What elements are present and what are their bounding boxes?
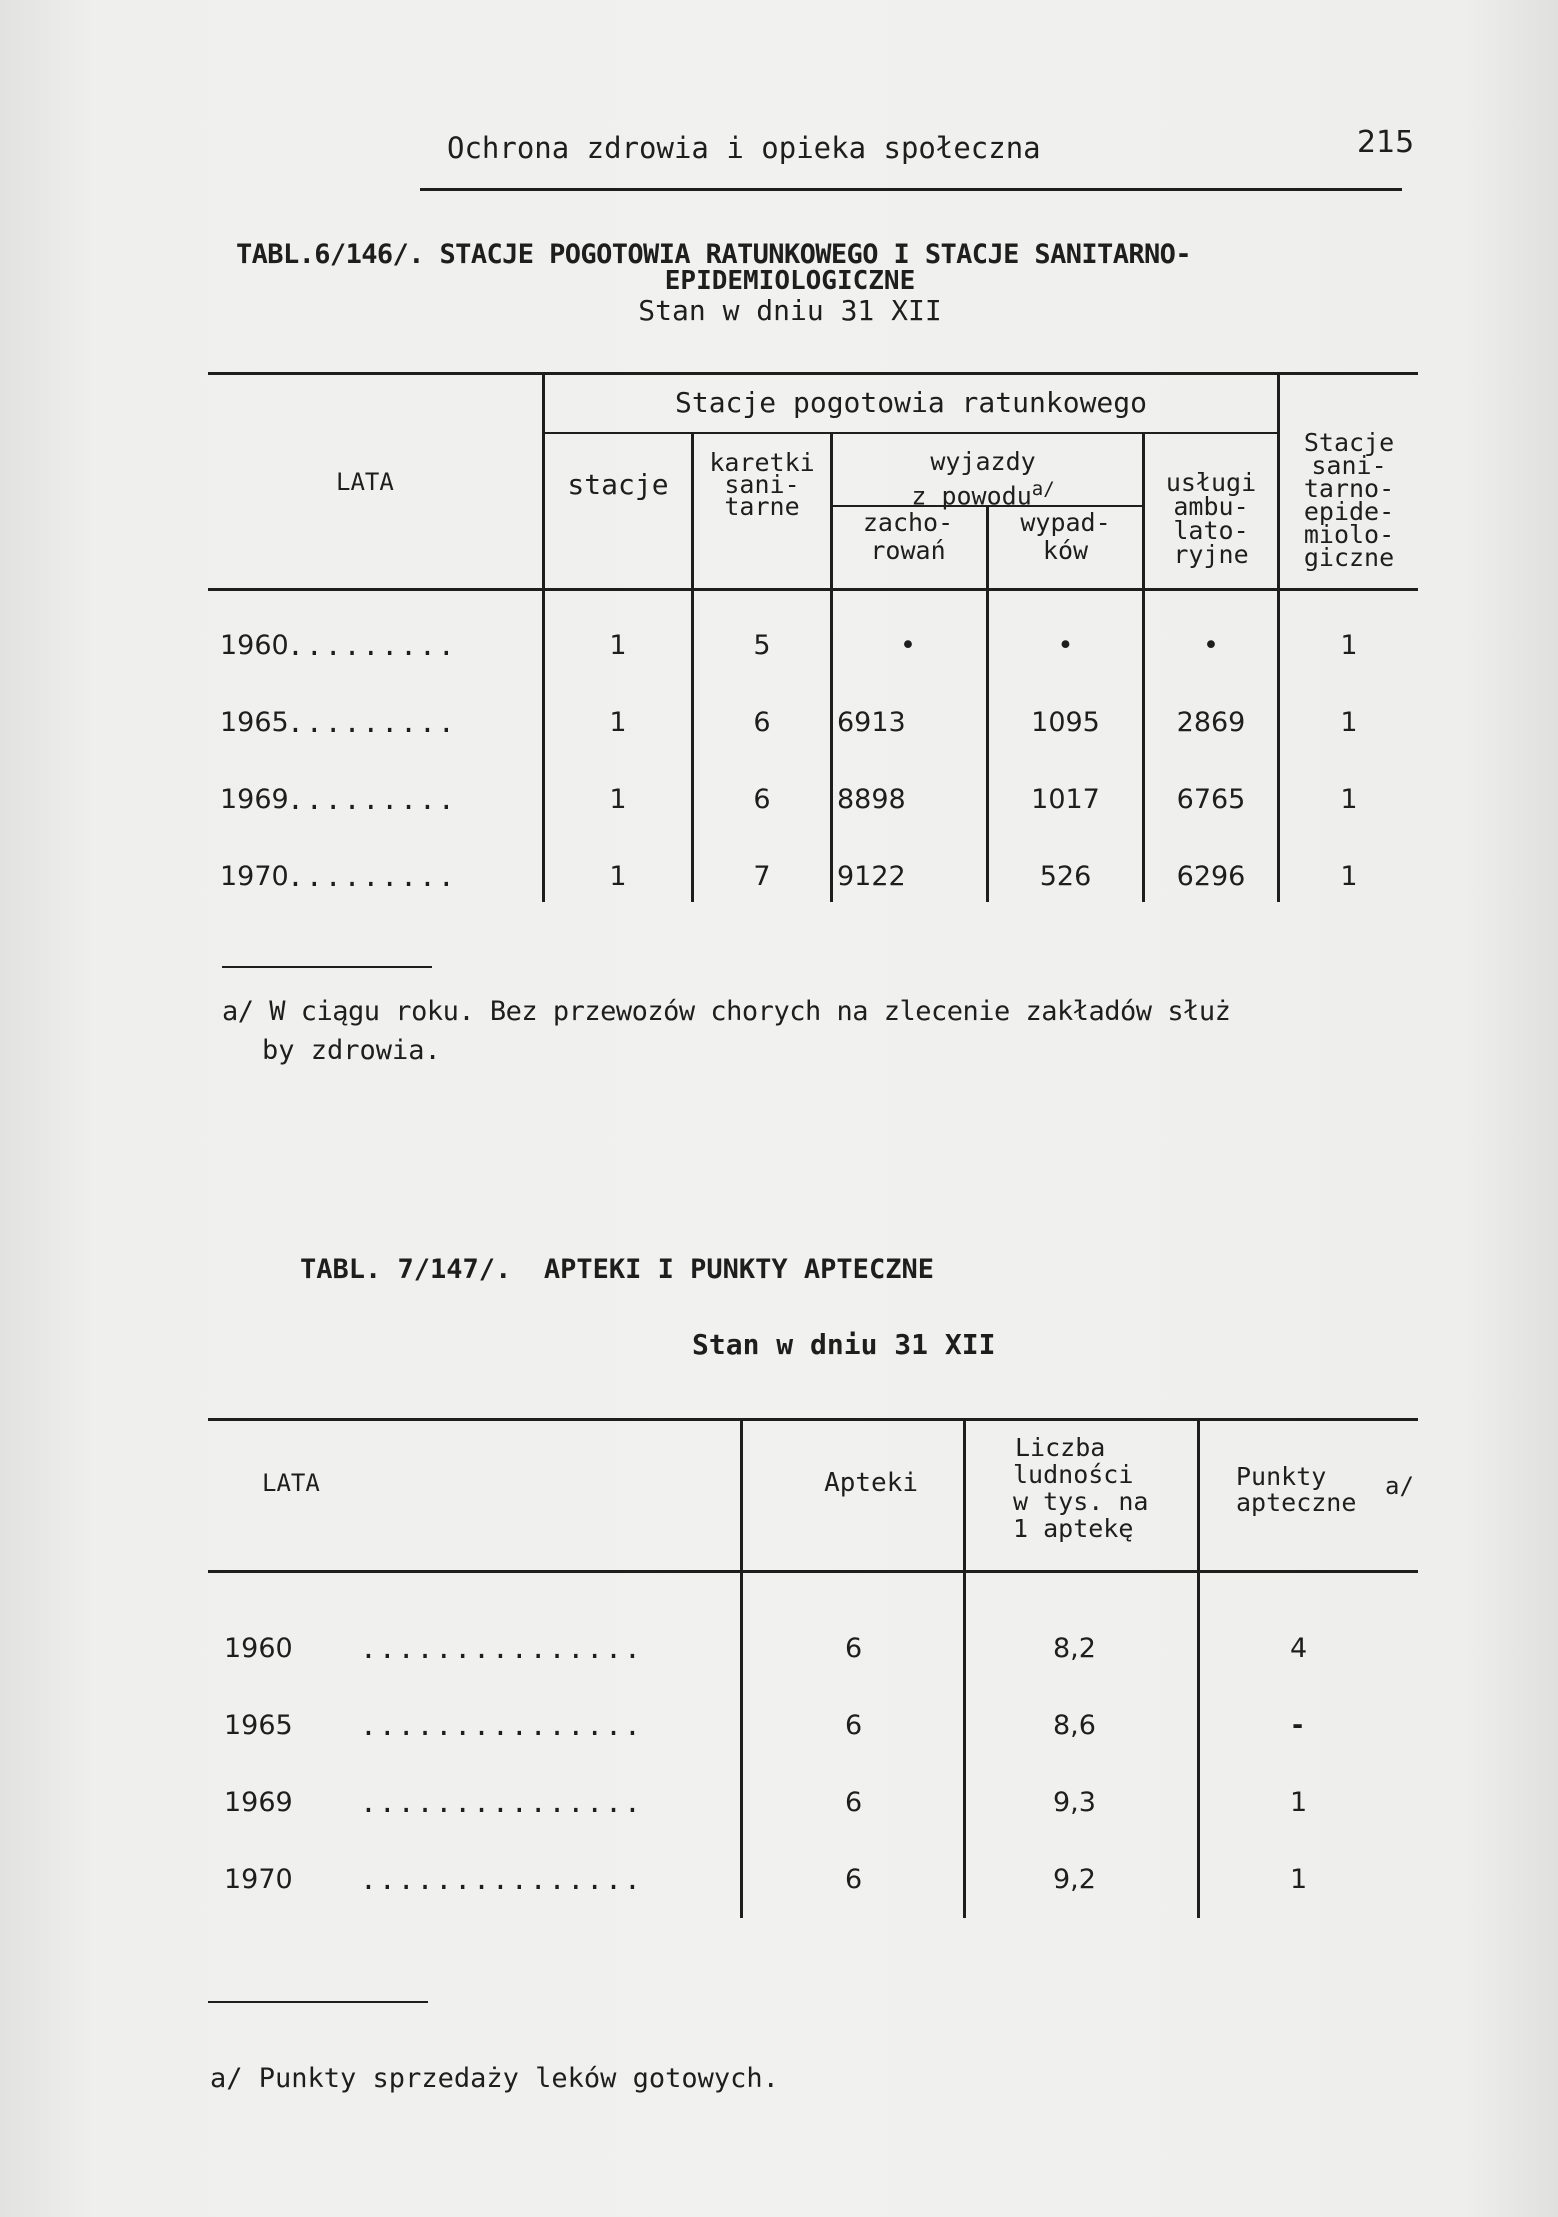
table6-row-leader-dots: ......... <box>287 629 457 662</box>
table6-cell-stacje: 1 <box>609 707 627 738</box>
table6-footnote-rule <box>222 966 432 968</box>
table7-cell-liczba: 9,2 <box>1053 1864 1096 1895</box>
table6-cell-zachorowan: • <box>900 630 916 661</box>
table6-cell-sanepid: 1 <box>1340 707 1358 738</box>
table7-cell-punkty: 1 <box>1290 1864 1308 1895</box>
table6-cell-sanepid: 1 <box>1340 784 1358 815</box>
table6-cell-karetki: 6 <box>753 707 771 738</box>
table6-header-uslugi-4: ryjne <box>1173 540 1249 569</box>
table6-row-year: 1960 <box>220 630 289 661</box>
table6-cell-sanepid: 1 <box>1340 630 1358 661</box>
table6-header-group: Stacje pogotowia ratunkowego <box>674 386 1147 419</box>
table6-col-divider-4 <box>986 505 989 902</box>
table6-cell-wypadkow: 1017 <box>1031 784 1100 815</box>
table7-cell-punkty: - <box>1292 1710 1304 1741</box>
table7-header-punkty-footnote-mark: a/ <box>1385 1472 1414 1500</box>
table6-header-zachorowan-1: zacho- <box>862 508 954 537</box>
table6-top-rule <box>208 372 1418 375</box>
table6-row-year: 1969 <box>220 784 289 815</box>
table6-cell-zachorowan: 9122 <box>837 861 906 892</box>
table7-cell-liczba: 8,6 <box>1053 1710 1096 1741</box>
table7-col-divider-2 <box>963 1418 966 1918</box>
table6-cell-uslugi: • <box>1203 630 1219 661</box>
table6-header-karetki-2: sani- <box>724 470 800 499</box>
table7-cell-liczba: 9,3 <box>1053 1787 1096 1818</box>
table6-header-uslugi-2: ambu- <box>1173 492 1249 521</box>
table7-header-liczba-4: 1 aptekę <box>1013 1514 1134 1543</box>
table7-row-year: 1965 <box>224 1710 293 1741</box>
table7-row-year: 1970 <box>224 1864 293 1895</box>
table7-cell-apteki: 6 <box>845 1787 863 1818</box>
table7-top-rule <box>208 1418 1418 1421</box>
table6-cell-wypadkow: • <box>1057 630 1074 661</box>
table6-cell-karetki: 5 <box>753 630 771 661</box>
table6-title-line3: Stan w dniu 31 XII <box>638 294 942 327</box>
table6-row-leader-dots: ......... <box>287 860 457 893</box>
table6-group-rule <box>542 432 1277 434</box>
table6-cell-sanepid: 1 <box>1340 861 1358 892</box>
table6-header-sanepid-3: tarno- <box>1303 474 1395 503</box>
table6-header-karetki-3: tarne <box>724 492 800 521</box>
table6-header-karetki-1: karetki <box>709 448 815 477</box>
table6-cell-uslugi: 2869 <box>1176 707 1246 738</box>
table7-header-punkty-1: Punkty <box>1236 1462 1327 1491</box>
table6-header-sanepid-4: epide- <box>1303 497 1395 526</box>
table6-header-wyjazdy-footnote-mark: a/ <box>1031 478 1055 500</box>
table7-header-bottom-rule <box>208 1570 1418 1573</box>
table7-cell-apteki: 6 <box>845 1633 863 1664</box>
table6-header-wypadkow-2: ków <box>1042 536 1089 565</box>
table6-cell-karetki: 7 <box>753 861 771 892</box>
table6-title-line2: EPIDEMIOLOGICZNE <box>664 266 916 296</box>
table6-header-lata: LATA <box>336 468 394 496</box>
table6-row-leader-dots: ......... <box>287 706 457 739</box>
table6-cell-zachorowan: 6913 <box>837 707 906 738</box>
table7-cell-apteki: 6 <box>845 1710 863 1741</box>
table6-cell-stacje: 1 <box>609 861 627 892</box>
table6-header-bottom-rule <box>208 588 1418 591</box>
table6-header-wypadkow-1: wypad- <box>1020 508 1111 537</box>
table7-header-lata: LATA <box>262 1469 320 1497</box>
table6-footnote-line2: by zdrowia. <box>262 1035 441 1066</box>
table7-row-leader-dots: ............... <box>360 1786 643 1819</box>
table6-header-wyjazdy-2-text: z powodu <box>911 481 1032 511</box>
table7-footnote-rule <box>208 2001 428 2003</box>
table6-cell-karetki: 6 <box>753 784 771 815</box>
table6-cell-stacje: 1 <box>609 630 627 661</box>
table7-col-divider-3 <box>1197 1418 1200 1918</box>
table7-row-leader-dots: ............... <box>360 1863 643 1896</box>
table7-header-liczba-3: w tys. na <box>1013 1487 1149 1516</box>
table7-cell-punkty: 4 <box>1290 1633 1308 1664</box>
table6-row-year: 1965 <box>220 707 289 738</box>
table7-cell-liczba: 8,2 <box>1053 1633 1096 1664</box>
table7-header-apteki: Apteki <box>824 1468 918 1498</box>
table7-header-punkty-2: apteczne <box>1236 1488 1357 1517</box>
table6-header-sanepid-1: Stacje <box>1303 428 1395 457</box>
table6-header-sanepid-2: sani- <box>1311 451 1387 480</box>
header-rule <box>420 188 1402 191</box>
table7-row-year: 1960 <box>224 1633 293 1664</box>
table7-subtitle: Stan w dniu 31 XII <box>692 1328 996 1361</box>
table7-row-year: 1969 <box>224 1787 293 1818</box>
page-number: 215 <box>1357 125 1415 160</box>
table6-cell-stacje: 1 <box>609 784 627 815</box>
table7-title: TABL. 7/147/. APTEKI I PUNKTY APTECZNE <box>300 1254 934 1285</box>
table6-header-uslugi-1: usługi <box>1165 468 1257 497</box>
table6-cell-wypadkow: 1095 <box>1031 707 1100 738</box>
table6-footnote-line1: a/ W ciągu roku. Bez przewozów chorych na zlecenie zakładów służ <box>222 996 1231 1027</box>
table6-header-sanepid-5: miolo- <box>1303 520 1395 549</box>
table6-title-line1: TABL.6/146/. STACJE POGOTOWIA RATUNKOWEGO I STACJE SANITARNO- <box>236 239 1191 270</box>
table6-row-year: 1970 <box>220 861 289 892</box>
table6-cell-uslugi: 6765 <box>1176 784 1246 815</box>
table7-row-leader-dots: ............... <box>360 1709 643 1742</box>
table6-header-sanepid-6: giczne <box>1303 543 1395 572</box>
table7-cell-apteki: 6 <box>845 1864 863 1895</box>
table6-header-zachorowan-2: rowań <box>870 536 946 565</box>
table7-header-liczba-2: ludności <box>1013 1460 1134 1489</box>
table7-footnote: a/ Punkty sprzedaży leków gotowych. <box>210 2063 779 2094</box>
running-title: Ochrona zdrowia i opieka społeczna <box>447 131 1041 165</box>
table6-row-leader-dots: ......... <box>287 783 457 816</box>
table6-header-wyjazdy-2 <box>833 478 1133 511</box>
table6-cell-wypadkow: 526 <box>1039 861 1092 892</box>
table6-header-uslugi-3: lato- <box>1173 516 1249 545</box>
table6-cell-zachorowan: 8898 <box>837 784 906 815</box>
table7-row-leader-dots: ............... <box>360 1632 643 1665</box>
table7-header-liczba-1: Liczba <box>1015 1433 1106 1462</box>
table6-header-stacje: stacje <box>567 468 669 501</box>
table7-cell-punkty: 1 <box>1290 1787 1308 1818</box>
table6-cell-uslugi: 6296 <box>1176 861 1246 892</box>
table6-header-wyjazdy-1: wyjazdy <box>930 447 1036 476</box>
